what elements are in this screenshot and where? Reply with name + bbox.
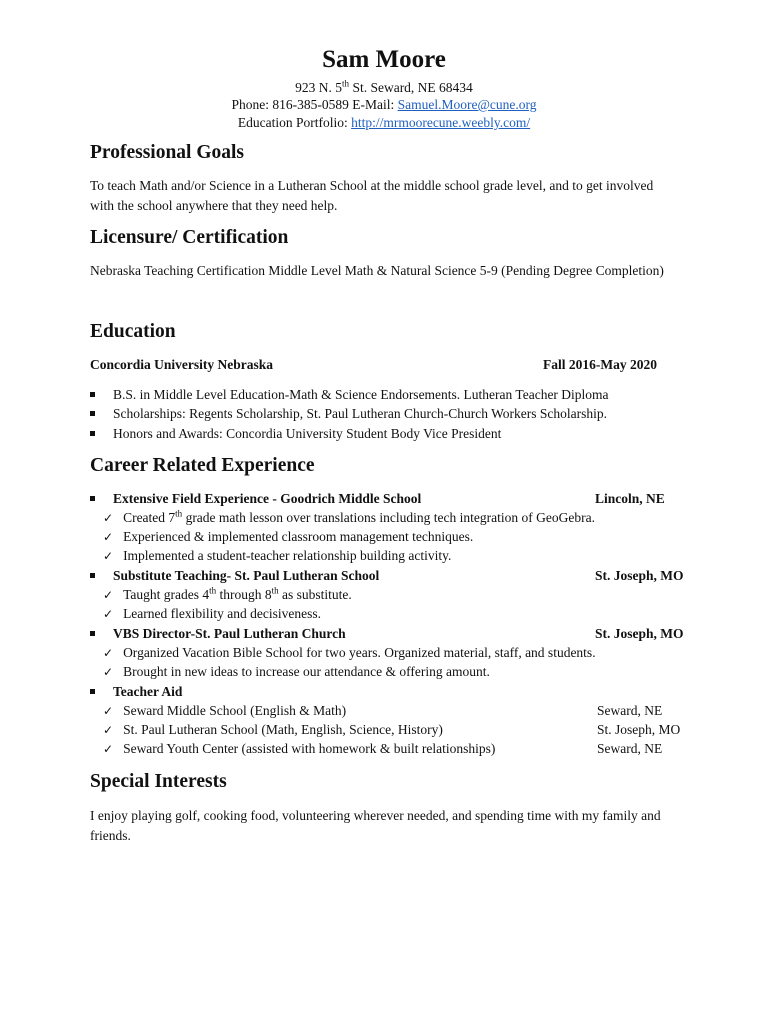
phone-email-line [0,96,768,113]
item-location: Seward, NE [597,703,663,718]
goals-text: To teach Math and/or Science in a Lutheran School at the middle school grade level, and to get involved with the school anywhere that they need help. [90,178,654,213]
list-item: ✓ Learned flexibility and decisiveness. [103,606,321,621]
checkmark-icon: ✓ [103,704,114,718]
checkmark-icon: ✓ [103,646,114,660]
job-location: Lincoln, NE [595,491,665,506]
job-title: Extensive Field Experience - Goodrich Middle School [90,490,421,508]
checkmark-icon: ✓ [103,511,114,525]
portfolio-line [0,114,768,131]
education-dates: Fall 2016-May 2020 [543,357,657,372]
checkmark-icon: ✓ [103,723,114,737]
list-item: ✓ St. Paul Lutheran School (Math, English, Science, History) [103,722,443,737]
list-item: ✓ Experienced & implemented classroom management techniques. [103,529,474,544]
checkmark-icon: ✓ [103,588,114,602]
square-bullet-icon [90,496,95,501]
item-location: St. Joseph, MO [597,722,681,737]
section-heading-interests: Special Interests [90,771,227,792]
section-heading-licensure: Licensure/ Certification [90,227,289,248]
section-heading-goals: Professional Goals [90,142,245,163]
list-item: ✓ Seward Youth Center (assisted with homework & built relationships) [103,741,496,756]
list-item: Honors and Awards: Concordia University Student Body Vice President [90,425,501,443]
email-link[interactable]: Samuel.Moore@cune.org [397,97,537,112]
list-item: Scholarships: Regents Scholarship, St. Paul Lutheran Church-Church Workers Scholarship. [90,405,607,423]
list-item: ✓ Created 7th grade math lesson over translations including tech integration of GeoGebra. [103,508,595,525]
square-bullet-icon [90,392,95,397]
job-title: VBS Director-St. Paul Lutheran Church [90,625,346,643]
square-bullet-icon [90,631,95,636]
section-heading-education: Education [90,321,176,342]
phone-label: Phone: 816-385-0589 E-Mail: [231,97,398,112]
portfolio-label: Education Portfolio: [237,115,352,130]
square-bullet-icon [90,689,95,694]
list-item: B.S. in Middle Level Education-Math & Science Endorsements. Lutheran Teacher Diploma [90,386,609,404]
licensure-text: Nebraska Teaching Certification Middle Level Math & Natural Science 5-9 (Pending Degree Completion) [90,263,664,278]
list-item: ✓ Taught grades 4th through 8th as substitute. [103,585,352,602]
job-location: St. Joseph, MO [595,568,684,583]
checkmark-icon: ✓ [103,530,114,544]
item-location: Seward, NE [597,741,663,756]
list-item: ✓ Organized Vacation Bible School for two years. Organized material, staff, and students. [103,645,596,660]
job-title: Substitute Teaching- St. Paul Lutheran School [90,567,379,585]
square-bullet-icon [90,573,95,578]
job-location: St. Joseph, MO [595,626,684,641]
checkmark-icon: ✓ [103,742,114,756]
education-school: Concordia University Nebraska [90,357,273,372]
square-bullet-icon [90,431,95,436]
interests-text: I enjoy playing golf, cooking food, volunteering wherever needed, and spending time with my family and friends. [90,808,661,843]
list-item: ✓ Brought in new ideas to increase our attendance & offering amount. [103,664,490,679]
list-item: ✓ Seward Middle School (English & Math) [103,703,347,718]
checkmark-icon: ✓ [103,665,114,679]
checkmark-icon: ✓ [103,549,114,563]
applicant-name: Sam Moore [322,46,446,73]
address: 923 N. 5th St. Seward, NE 68434 [295,78,473,95]
checkmark-icon: ✓ [103,607,114,621]
portfolio-link[interactable]: http://mrmoorecune.weebly.com/ [351,115,531,130]
job-title: Teacher Aid [90,683,182,701]
list-item: ✓ Implemented a student-teacher relationship building activity. [103,548,452,563]
square-bullet-icon [90,411,95,416]
section-heading-career: Career Related Experience [90,455,315,476]
